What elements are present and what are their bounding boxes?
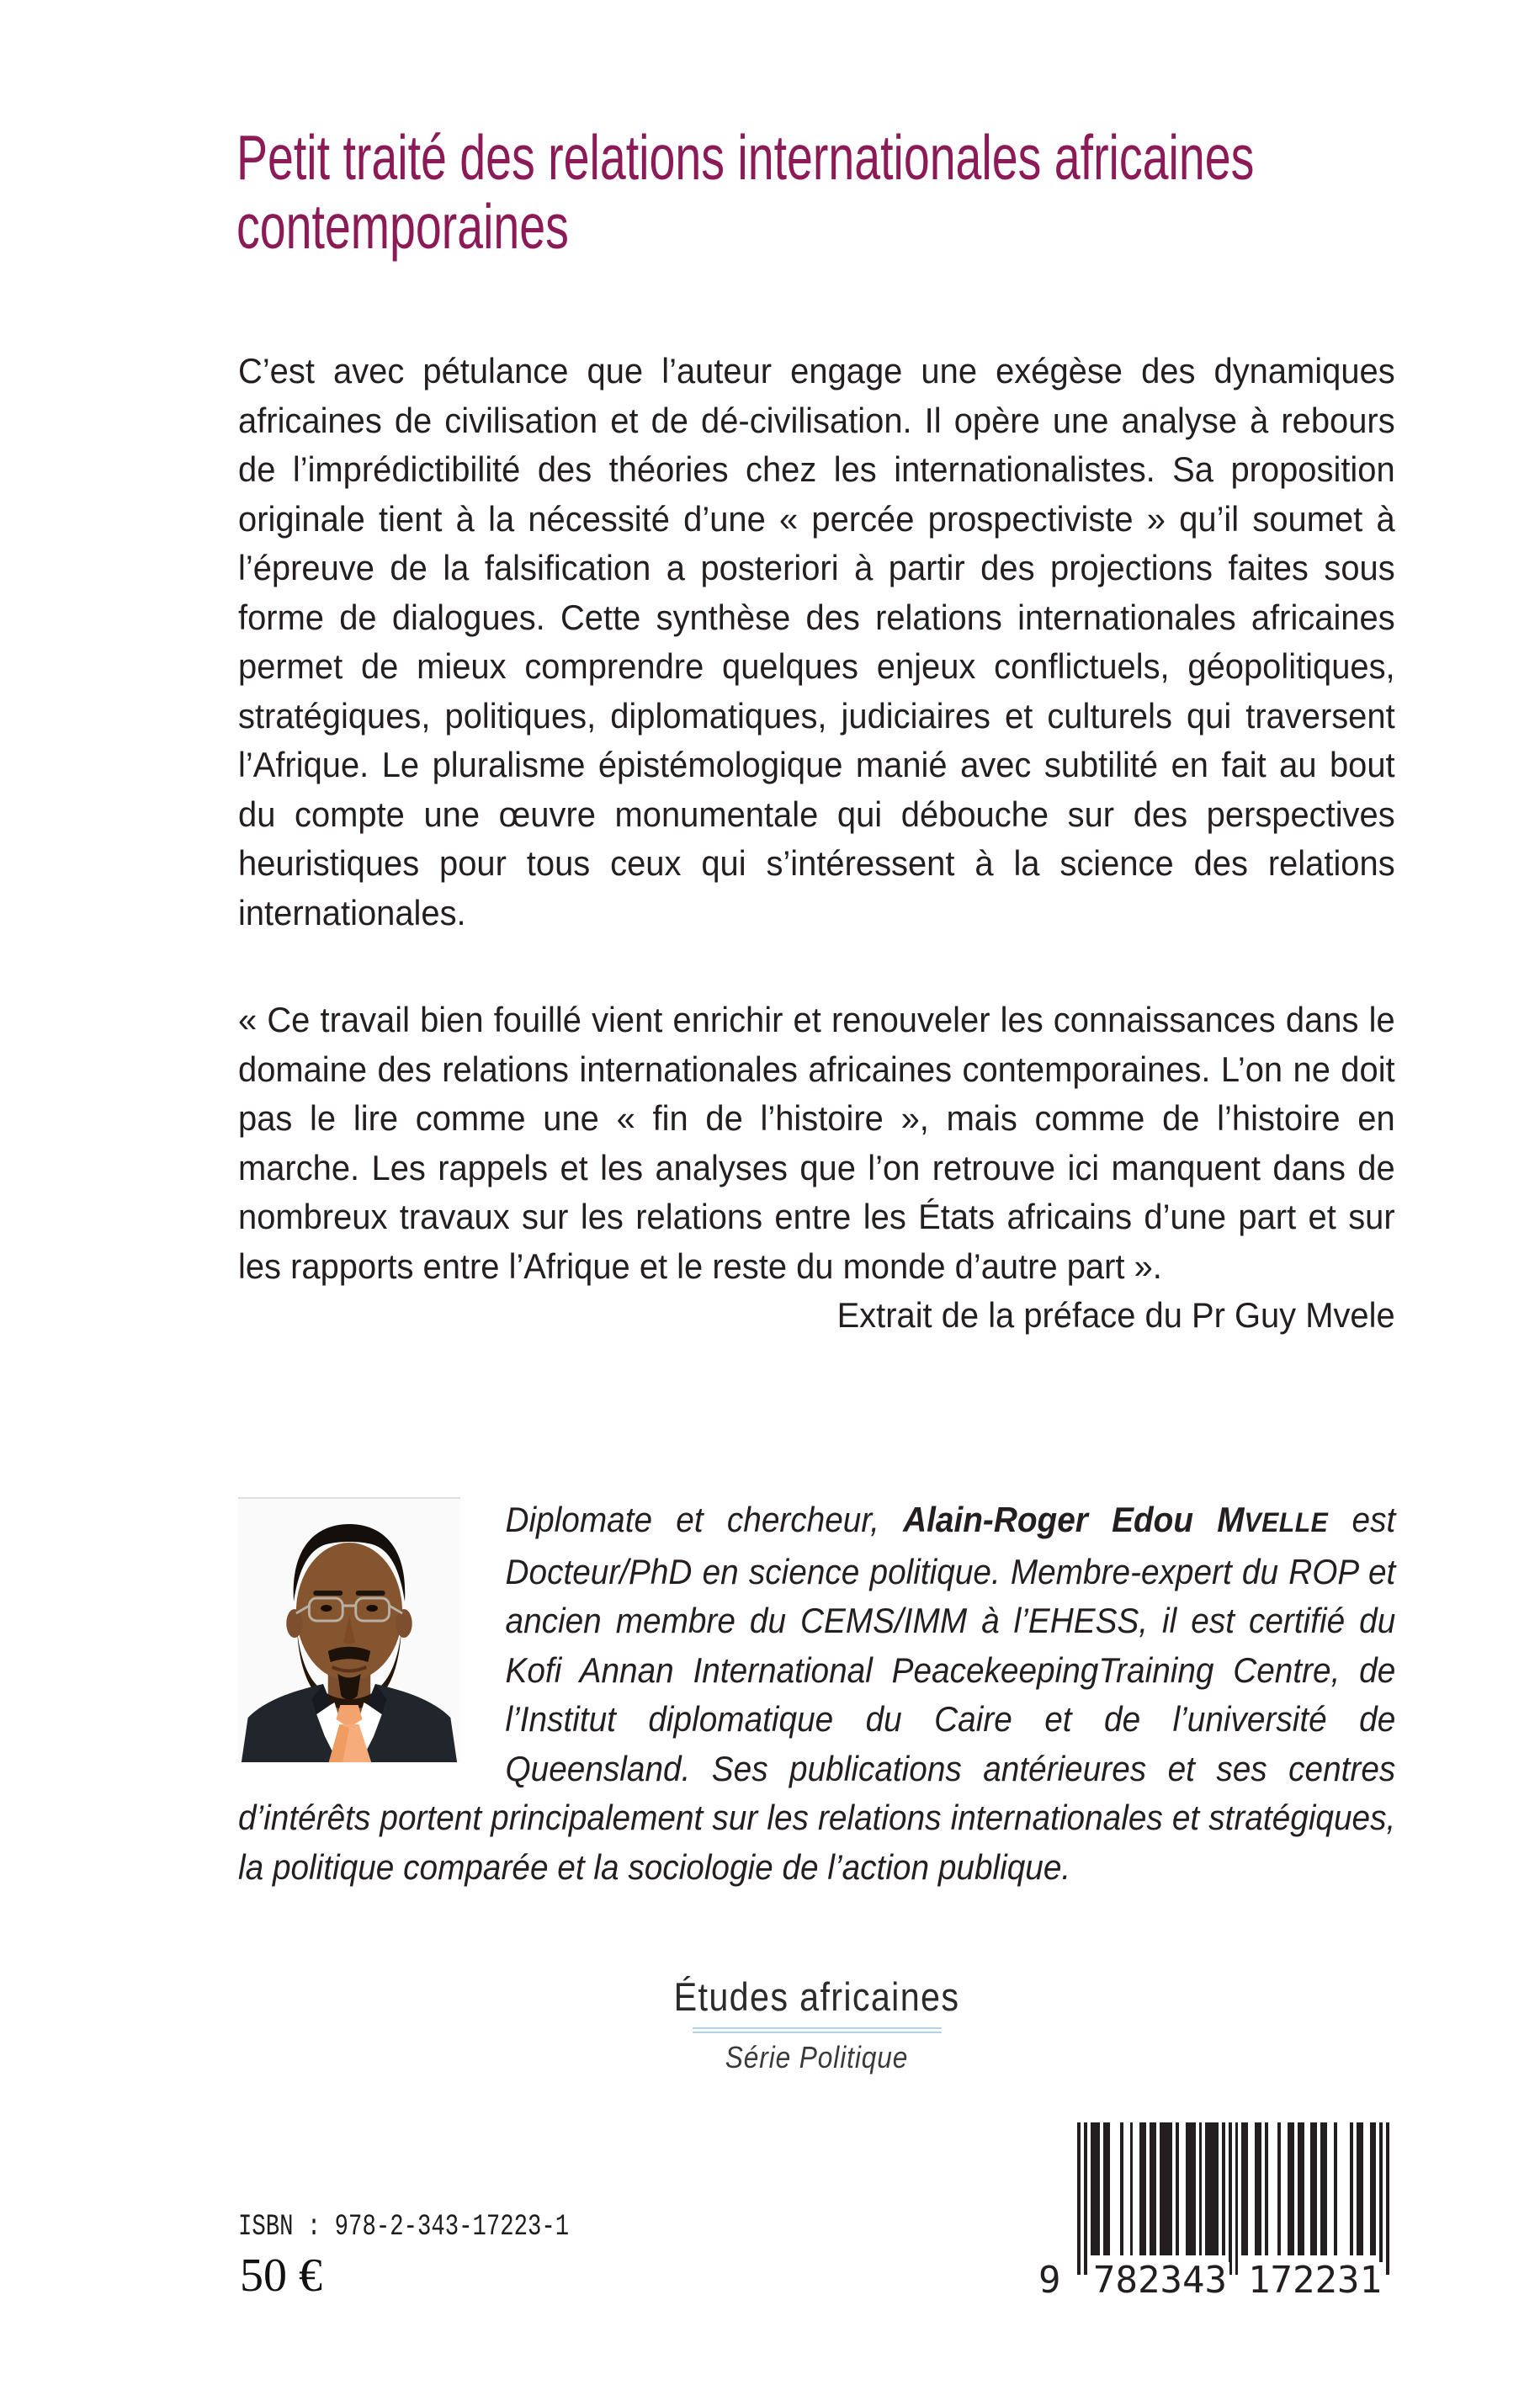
barcode-digits-right: 172231 [1245,2262,1384,2299]
quote-attribution: Extrait de la préface du Pr Guy Mvele [836,1295,1395,1335]
bio-text-rest: est Docteur/PhD en science politique. Membre-expert du ROP et ancien membre du CEMS/IMM à l’EHESS, il est certifié du Kofi Annan International PeacekeepingTraining Centre, de l’Institut diplomatique du Caire et de l’université de Queensland. Ses publications antérieures et ses centres d’intérêts portent principalement sur les relations internationales et stratégiques, la politique comparée et la sociologie de l’action publique. [238,1500,1396,1887]
review-quote-block [238,996,1395,1341]
author-photo [238,1497,460,1762]
collection-name: Études africaines [673,1974,960,2019]
book-title-line2: contemporaines [236,191,569,262]
collection-block [308,1973,1326,2075]
review-quote: « Ce travail bien fouillé vient enrichir et renouveler les connaissances dans le domaine des relations internationales africaines contemporaines. L’on ne doit pas le lire comme une « fin de l’histoire », mais comme de l’histoire en marche. Les rappels et les analyses que l’on retrouve ici manquent dans de nombreux travaux sur les relations entre les États africains d’une part et sur les rapports entre l’Afrique et le reste du monde d’autre part ». [238,1000,1395,1286]
synopsis-text: C’est avec pétulance que l’auteur engage une exégèse des dynamiques africaines de civilisation et de dé-civilisation. Il opère une analyse à rebours de l’imprédictibilité des théories chez les internationalistes. Sa proposition originale tient à la nécessité d’une « percée prospectiviste » qu’il soumet à l’épreuve de la falsification a posteriori à partir des projections faites sous forme de dialogues. Cette synthèse des relations internationales africaines permet de mieux comprendre quelques enjeux conflictuels, géopolitiques, stratégiques, politiques, diplomatiques, judiciaires et culturels qui traversent l’Afrique. Le pluralisme épistémologique manié avec subtilité en fait au bout du compte une œuvre monumentale qui débouche sur des perspectives heuristiques pour tous ceux qui s’intéressent à la science des relations internationales. [238,351,1395,932]
price-text: 50 € [240,2250,322,2302]
barcode-digits-left: 782343 [1091,2262,1229,2299]
author-name-smallcaps: VELLE [1244,1506,1329,1538]
barcode-digit-prefix: 9 [1038,2259,1061,2302]
collection-series: Série Politique [725,2040,909,2074]
author-name: Alain-Roger Edou MVELLE [903,1500,1329,1539]
author-bio [238,1495,1395,1892]
book-title-line1: Petit traité des relations internationales africaines [236,122,1255,193]
collection-divider [693,2027,942,2033]
book-title [236,123,1438,261]
isbn-text: ISBN : 978-2-343-17223-1 [238,2210,570,2244]
author-portrait-illustration [238,1497,460,1762]
barcode [1038,2122,1391,2302]
bio-text-start: Diplomate et chercheur, [505,1500,904,1539]
barcode-bars [1077,2122,1391,2275]
